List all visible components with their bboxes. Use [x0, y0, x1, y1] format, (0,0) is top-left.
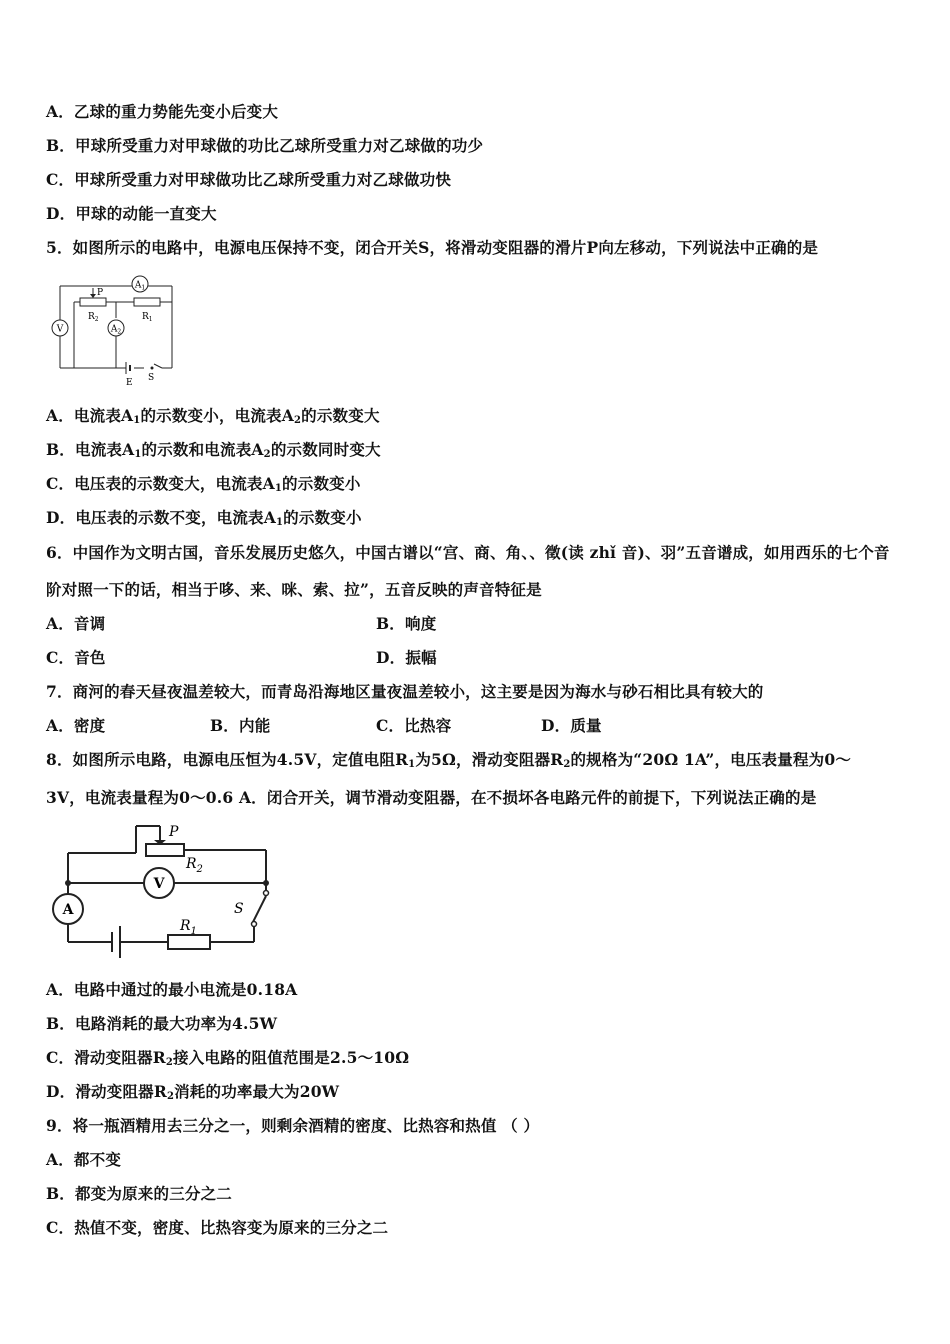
q8-fig-r2-label: R [186, 856, 197, 872]
q5-fig-a1-label: A [134, 280, 142, 291]
q8-fig-r1-label: R [180, 918, 191, 934]
q5-fig-p-label: P [97, 288, 104, 298]
q5-fig-a1-sub: 1 [141, 284, 146, 292]
q8-stem-line2: 3V，电流表量程为0～0.6 A．闭合开关，调节滑动变阻器，在不损坏各电路元件的前提下，下列说法正确的是 [46, 788, 817, 807]
q5-option-a: A．电流表$A_1$的示数变小，电流表$A_2$的示数变大 [46, 406, 380, 426]
svg-text:R2 [88, 312, 99, 323]
q8-fig-v-label: V [153, 876, 165, 892]
q8-circuit-diagram [44, 820, 274, 965]
q4-option-a: A．乙球的重力势能先变小后变大 [46, 102, 279, 121]
q9-option-b: B．都变为原来的三分之二 [46, 1184, 233, 1203]
q8-option-a: A．电路中通过的最小电流是0.18A [46, 980, 298, 999]
q5-circuit-diagram [44, 270, 184, 390]
q8-stem-line1: 8．如图所示电路，电源电压恒为4.5V，定值电阻$R_1$为5Ω，滑动变阻器$R_2$的规格为“20Ω 1A”，电压表量程为0～ [46, 750, 852, 770]
q8-option-c: C．滑动变阻器$R_2$接入电路的阻值范围是2.5～10Ω [46, 1048, 410, 1068]
q5-fig-a2-sub: 2 [117, 328, 122, 336]
q6-option-a: A．音调 [46, 614, 106, 633]
q8-fig-a-label: A [62, 902, 74, 918]
q5-option-d: D．电压表的示数不变，电流表$A_1$的示数变小 [46, 508, 362, 528]
q6-option-c: C．音色 [46, 648, 106, 667]
q8-option-b: B．电路消耗的最大功率为4.5W [46, 1014, 278, 1033]
q7-option-a: A．密度 [46, 716, 106, 735]
q5-option-b: B．电流表$A_1$的示数和电流表$A_2$的示数同时变大 [46, 440, 381, 460]
q7-option-c: C．比热容 [376, 716, 452, 735]
q5-fig-r1-label: R [142, 312, 149, 322]
q4-option-d: D．甲球的动能一直变大 [46, 204, 217, 223]
q5-fig-r1-sub: 1 [148, 316, 153, 323]
q7-stem: 7．商河的春天昼夜温差较大，而青岛沿海地区量夜温差较小，这主要是因为海水与砂石相比具有较大的 [46, 682, 764, 701]
q5-fig-r2-sub: 2 [94, 316, 99, 323]
q6-stem-line2: 阶对照一下的话，相当于哆、来、咪、索、拉”，五音反映的声音特征是 [46, 580, 542, 599]
q9-option-c: C．热值不变，密度、比热容变为原来的三分之二 [46, 1218, 389, 1237]
q5-fig-s-label: S [148, 373, 155, 383]
q9-stem: 9．将一瓶酒精用去三分之一，则剩余酒精的密度、比热容和热值 （ ） [46, 1116, 540, 1135]
svg-text:R1 [142, 312, 153, 323]
q4-option-c: C．甲球所受重力对甲球做功比乙球所受重力对乙球做功快 [46, 170, 452, 189]
q5-fig-a2-label: A [110, 324, 118, 335]
q8-fig-r1-sub: 1 [190, 926, 197, 937]
q7-option-b: B．内能 [210, 716, 271, 735]
svg-text:R2 [185, 856, 203, 875]
q9-option-a: A．都不变 [46, 1150, 122, 1169]
q6-option-d: D．振幅 [376, 648, 437, 667]
q5-option-c: C．电压表的示数变大，电流表$A_1$的示数变小 [46, 474, 361, 494]
q6-option-b: B．响度 [376, 614, 437, 633]
q8-fig-p-label: P [169, 824, 179, 840]
q5-fig-e-label: E [126, 378, 133, 388]
q7-option-d: D．质量 [541, 716, 602, 735]
q8-option-d: D．滑动变阻器$R_2$消耗的功率最大为20W [46, 1082, 340, 1102]
q4-option-b: B．甲球所受重力对甲球做的功比乙球所受重力对乙球做的功少 [46, 136, 484, 155]
q5-fig-r2-label: R [88, 312, 95, 322]
q5-stem: 5．如图所示的电路中，电源电压保持不变，闭合开关S，将滑动变阻器的滑片P向左移动，下列说法中正确的是 [46, 238, 819, 257]
q5-fig-v-label: V [56, 324, 64, 335]
q8-fig-s-label: S [234, 901, 244, 917]
q8-fig-r2-sub: 2 [196, 864, 203, 875]
q6-stem-line1: 6．中国作为文明古国，音乐发展历史悠久，中国古谱以“宫、商、角、、徵(读 zhǐ 音)、羽”五音谱成，如用西乐的七个音 [46, 543, 890, 562]
